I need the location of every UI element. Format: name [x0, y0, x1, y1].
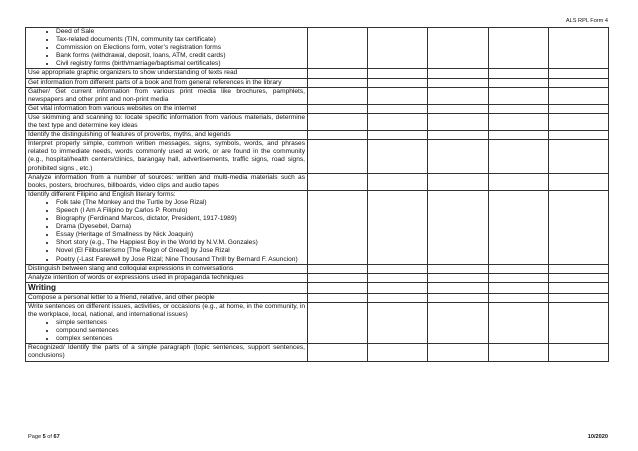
- competency-text: Identify different Filipino and English literary forms:: [28, 190, 176, 198]
- blank-cell: [488, 69, 548, 78]
- blank-cell: [368, 264, 428, 273]
- blank-cell: [488, 87, 548, 104]
- competency-text: Analyze information from a number of sources: written and multi-media materials such as books, posters, brochures, billboards, video clips and audio tapes: [28, 173, 305, 189]
- table-row: [26, 78, 609, 87]
- list-item: • Novel (El Filibusterismo [The Reign of Greed] by Jose Rizal: [56, 247, 305, 255]
- blank-cell: [428, 344, 488, 361]
- list-item: • Short story (e.g., The Happiest Boy in the World by N.V.M. Gonzales): [56, 239, 305, 247]
- competency-cell: [26, 190, 308, 264]
- blank-cell: [428, 302, 488, 343]
- blank-cell: [428, 78, 488, 87]
- blank-cell: [488, 173, 548, 190]
- blank-cell: [308, 190, 368, 264]
- list-item: • Civil registry forms (birth/marriage/baptismal certificates): [56, 60, 305, 68]
- list-item: • Biography (Ferdinand Marcos, dictator, President, 1917-1989): [56, 215, 305, 223]
- section-title: Writing: [26, 282, 308, 293]
- blank-cell: [308, 78, 368, 87]
- blank-cell: [368, 173, 428, 190]
- blank-cell: [308, 113, 368, 130]
- blank-cell: [548, 104, 608, 113]
- table-row: [26, 28, 609, 69]
- blank-cell: [548, 293, 608, 302]
- table-row: [26, 293, 609, 302]
- table-row: [26, 69, 609, 78]
- competency-cell: [26, 273, 308, 282]
- blank-cell: [488, 302, 548, 343]
- blank-cell: [308, 344, 368, 361]
- blank-cell: [428, 131, 488, 140]
- blank-cell: [548, 190, 608, 264]
- competency-cell: [26, 140, 308, 173]
- blank-cell: [428, 28, 488, 69]
- table-row: [26, 104, 609, 113]
- blank-cell: [308, 282, 368, 293]
- competency-table: [25, 27, 609, 362]
- competency-text: Interpret properly simple, common written messages, signs, symbols, words, and phrases related to immediate needs, words commonly used at work, or are found in the community (e.g., hospital/health centers/clinics, barangay hall, advertisements, traffic signs, road signs, prohibited signs , etc.): [28, 140, 305, 172]
- competency-cell: [26, 264, 308, 273]
- competency-text: Distinguish between slang and colloquial expressions in conversations: [28, 264, 234, 272]
- blank-cell: [308, 302, 368, 343]
- blank-cell: [428, 173, 488, 190]
- list-item: • Deed of Sale: [56, 28, 305, 36]
- competency-text: Use appropriate graphic organizers to show understanding of texts read: [28, 69, 238, 77]
- blank-cell: [488, 104, 548, 113]
- blank-cell: [428, 69, 488, 78]
- competency-cell: [26, 173, 308, 190]
- bullet-list: [28, 28, 305, 68]
- blank-cell: [488, 273, 548, 282]
- table-row: [26, 190, 609, 264]
- competency-cell: [26, 28, 308, 69]
- blank-cell: [488, 264, 548, 273]
- blank-cell: [548, 264, 608, 273]
- competency-cell: [26, 344, 308, 361]
- blank-cell: [428, 190, 488, 264]
- table-row: [26, 302, 609, 343]
- competency-text: Gather/ Get current information from various print media like brochures, pamphlets, newspapers and other print and non-print media: [28, 87, 305, 103]
- blank-cell: [308, 104, 368, 113]
- blank-cell: [368, 78, 428, 87]
- table-row: [26, 131, 609, 140]
- bullet-list: [28, 319, 305, 343]
- list-item: • Essay (Heritage of Smallness by Nick Joaquin): [56, 231, 305, 239]
- blank-cell: [488, 131, 548, 140]
- competency-text: Get vital information from various websites on the internet: [28, 104, 197, 112]
- blank-cell: [548, 344, 608, 361]
- blank-cell: [368, 87, 428, 104]
- blank-cell: [368, 131, 428, 140]
- table-row: [26, 273, 609, 282]
- list-item: • compound sentences: [56, 327, 305, 335]
- blank-cell: [428, 293, 488, 302]
- list-item: • Commission on Elections form, voter’s registration forms: [56, 44, 305, 52]
- blank-cell: [548, 140, 608, 173]
- blank-cell: [548, 131, 608, 140]
- blank-cell: [428, 273, 488, 282]
- blank-cell: [488, 190, 548, 264]
- blank-cell: [368, 140, 428, 173]
- blank-cell: [488, 113, 548, 130]
- competency-cell: [26, 87, 308, 104]
- blank-cell: [368, 293, 428, 302]
- list-item: • Bank forms (withdrawal, deposit, loans, ATM, credit cards): [56, 52, 305, 60]
- blank-cell: [368, 344, 428, 361]
- competency-text: Compose a personal letter to a friend, relative, and other people: [28, 293, 215, 301]
- competency-text: Get information from different parts of a book and from general references in the library: [28, 78, 282, 86]
- competency-text: Write sentences on different issues, activities, or occasions (e.g., at home, in the community, in the workplace, local, national, and international issues): [28, 302, 305, 318]
- blank-cell: [308, 28, 368, 69]
- competency-text: Analyze intention of words or expressions used in propaganda techniques: [28, 273, 244, 281]
- competency-text: Recognized/ Identify the parts of a simple paragraph (topic sentences, support sentences, conclusions): [28, 344, 305, 360]
- list-item: • Speech (I Am A Filipino by Carlos P. Romulo): [56, 207, 305, 215]
- blank-cell: [548, 113, 608, 130]
- blank-cell: [488, 140, 548, 173]
- blank-cell: [308, 264, 368, 273]
- blank-cell: [428, 104, 488, 113]
- blank-cell: [428, 113, 488, 130]
- blank-cell: [308, 69, 368, 78]
- list-item: • Poetry (-Last Farewell by Jose Rizal; Nine Thousand Thrill by Bernard F. Asuncion): [56, 256, 305, 264]
- bullet-list: [28, 199, 305, 264]
- table-row: [26, 173, 609, 190]
- competency-cell: [26, 131, 308, 140]
- table-row: [26, 140, 609, 173]
- list-item: • Drama (Dyesebel, Darna): [56, 223, 305, 231]
- blank-cell: [428, 87, 488, 104]
- blank-cell: [548, 28, 608, 69]
- blank-cell: [308, 173, 368, 190]
- table-row: [26, 87, 609, 104]
- blank-cell: [368, 190, 428, 264]
- blank-cell: [548, 78, 608, 87]
- blank-cell: [368, 113, 428, 130]
- form-label: ALS RPL Form 4: [565, 18, 608, 24]
- blank-cell: [308, 140, 368, 173]
- blank-cell: [368, 69, 428, 78]
- blank-cell: [428, 264, 488, 273]
- blank-cell: [548, 273, 608, 282]
- blank-cell: [368, 302, 428, 343]
- competency-cell: [26, 78, 308, 87]
- competency-cell: [26, 104, 308, 113]
- blank-cell: [488, 28, 548, 69]
- competency-text: Use skimming and scanning to: locate specific information from various materials, determine the text type and determine key ideas: [28, 113, 305, 130]
- blank-cell: [488, 344, 548, 361]
- blank-cell: [308, 293, 368, 302]
- section-header-row: [26, 282, 609, 293]
- list-item: • simple sentences: [56, 319, 305, 327]
- page-number: Page 5 of 67: [28, 434, 60, 440]
- blank-cell: [308, 273, 368, 282]
- list-item: • complex sentences: [56, 335, 305, 343]
- blank-cell: [548, 282, 608, 293]
- blank-cell: [368, 273, 428, 282]
- table-row: [26, 113, 609, 130]
- blank-cell: [428, 282, 488, 293]
- list-item: • Folk tale (The Monkey and the Turtle by Jose Rizal): [56, 199, 305, 207]
- blank-cell: [548, 302, 608, 343]
- table-row: [26, 344, 609, 361]
- competency-cell: [26, 293, 308, 302]
- revision-date: 10/2020: [587, 434, 608, 440]
- blank-cell: [368, 104, 428, 113]
- blank-cell: [308, 131, 368, 140]
- blank-cell: [428, 140, 488, 173]
- blank-cell: [488, 78, 548, 87]
- blank-cell: [488, 293, 548, 302]
- blank-cell: [548, 173, 608, 190]
- blank-cell: [548, 69, 608, 78]
- blank-cell: [368, 282, 428, 293]
- table-row: [26, 264, 609, 273]
- blank-cell: [368, 28, 428, 69]
- competency-cell: [26, 113, 308, 130]
- competency-cell: [26, 69, 308, 78]
- blank-cell: [308, 87, 368, 104]
- list-item: • Tax-related documents (TIN, community tax certificate): [56, 36, 305, 44]
- competency-cell: [26, 302, 308, 343]
- blank-cell: [488, 282, 548, 293]
- blank-cell: [548, 87, 608, 104]
- competency-text: Identify the distinguishing of features of proverbs, myths, and legends: [28, 131, 231, 139]
